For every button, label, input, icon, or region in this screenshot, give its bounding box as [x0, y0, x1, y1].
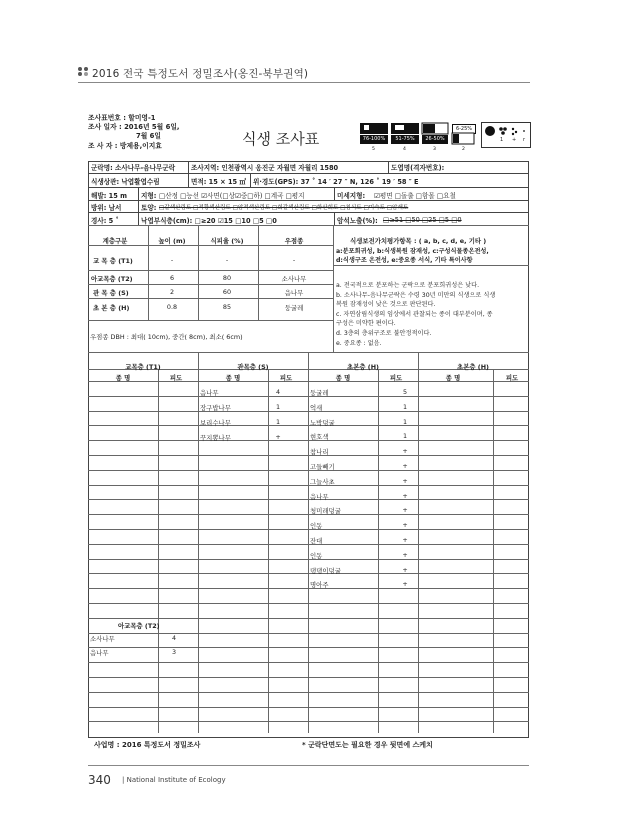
t1-col-cover: 피도 [169, 374, 183, 382]
layer-h-cover: 85 [222, 303, 232, 311]
layer-t2-cover: 80 [222, 274, 232, 282]
layer-header-height: 높이 (m) [158, 237, 186, 245]
herb-7-cover: + [402, 492, 408, 500]
s-col-species: 종 명 [225, 374, 241, 382]
value-note-e: e. 중요종 : 없음. [336, 340, 382, 347]
gps-coordinates: 위·경도(GPS): 37 ˚ 14 ′ 27 ″ N, 126 ˚ 19 ′ 58 ″ E [253, 178, 419, 186]
value-title: 식생보전가치평가항목 : ( a, b, c, d, e, 기타 ) [350, 237, 487, 245]
surveyor: 조 사 자 : 방제용,이지효 [88, 142, 162, 150]
value-note-b1: b. 소사나무-음나무군락은 수령 30년 미만의 식생으로 식생 [336, 292, 496, 299]
subtree-0-cover: 4 [171, 634, 177, 642]
herb-5-name: 고들빼기 [310, 463, 335, 471]
community-name: 군락명: 소사나무-음나무군락 [91, 164, 176, 172]
info-row-community [88, 161, 529, 173]
subtree-0-name: 소사나무 [90, 635, 115, 643]
info-row-physiognomy [88, 173, 529, 188]
herb-7-name: 음나무 [310, 493, 329, 501]
layer-t2-height: 6 [169, 274, 175, 282]
shrub-1-name: 장구밥나무 [200, 404, 231, 412]
terrain-label: 지형: [141, 191, 157, 200]
h2-col-species: 종 명 [445, 374, 461, 382]
s-col-cover: 피도 [279, 374, 293, 382]
layer-s-cover: 60 [222, 288, 232, 296]
herb-4-cover: + [402, 447, 408, 455]
survey-date-line2: 7월 6일 [136, 132, 161, 140]
herb-2-name: 노박덩굴 [310, 419, 335, 427]
subtree-1-cover: 3 [171, 648, 177, 656]
survey-location: 조사지역: 인천광역시 옹진군 자월면 자월리 1580 [191, 164, 339, 172]
shrub-3-cover: + [275, 433, 281, 441]
herb-1-cover: 1 [402, 403, 408, 411]
cover-class-5: 76-100% [360, 135, 388, 144]
sociability-dots-icon [482, 124, 530, 138]
herb-0-name: 둥굴레 [310, 389, 329, 397]
layer-header-h2: 초본층 (H) [457, 363, 489, 371]
s-divider [268, 369, 269, 733]
dominant-dbh [90, 332, 243, 341]
microterrain-label: 미세지형: [337, 191, 366, 200]
value-note-c1: c. 자연삼림식생의 임상에서 관찰되는 종이 대부분이며, 종 [336, 311, 493, 318]
layer-row-h: 초 본 층 (H) [93, 304, 130, 312]
project-name: 사업명 : 2016 특정도서 정밀조사 [94, 741, 201, 749]
h2-col-cover: 피도 [505, 374, 519, 382]
rock-label: 암석노출(%): [337, 216, 378, 225]
value-note-b2: 복원 잠재성이 낮은 것으로 판단된다. [336, 301, 436, 308]
subtree-layer-header: 아교목층 (T2) [118, 622, 160, 630]
herb-9-cover: + [402, 521, 408, 529]
shrub-3-name: 꾸지뽕나무 [200, 434, 231, 442]
cover-class-3: 26-50% [422, 135, 448, 144]
herb-11-name: 인동 [310, 552, 323, 560]
herb-5-cover: + [402, 462, 408, 470]
layer-t1-cover: - [225, 256, 229, 264]
sketch-note: * 군락단면도는 필요한 경우 뒷면에 스케치 [302, 741, 433, 749]
map-number: 도엽명(격자번호): [391, 164, 445, 172]
subtree-1-name: 음나무 [90, 649, 109, 657]
value-legend-1: a:분포희귀성, b:식생복원 잠재성, c:구성식물종온전성, [336, 248, 489, 255]
layer-header-t1: 교목층 (T1) [125, 363, 161, 371]
t1-col-species: 종 명 [115, 374, 131, 382]
layer-t1-height: - [170, 256, 174, 264]
running-header: 2016 전국 특정도서 정밀조사(옹진-북부권역) [92, 68, 309, 80]
dbh-text: 우점종 DBH : 최대( 10cm), 중간( 8cm), 최소( 6cm) [90, 333, 243, 341]
herb-8-cover: + [402, 506, 408, 514]
h1-divider [378, 369, 379, 733]
layer-t2-dominant: 소사나무 [281, 275, 307, 283]
layer-s-dominant: 음나무 [284, 289, 304, 297]
info-row-altitude [88, 187, 529, 201]
layer-h-dominant: 둥굴레 [284, 304, 304, 312]
shrub-0-name: 음나무 [200, 389, 219, 397]
cover-pattern-squares-icon [360, 122, 480, 146]
cover-num-3: 3 [433, 147, 436, 152]
layer-t1-dominant: - [292, 256, 296, 264]
layer-header-name: 계층구분 [102, 237, 128, 245]
shrub-0-cover: 4 [275, 388, 281, 396]
physiognomy: 식생상관: 낙엽활엽수림 [91, 178, 160, 186]
herb-11-cover: + [402, 551, 408, 559]
h1-h2-divider [418, 352, 419, 733]
survey-number: 조사표번호 : 할미영-1 [88, 114, 156, 122]
value-note-d: d. 3층의 층위구조로 불안정적이다. [336, 330, 432, 337]
h2-divider [493, 369, 494, 733]
header-rule [78, 82, 530, 83]
s-h-divider [308, 352, 309, 733]
plot-area: 면적: 15 × 15 ㎡ [191, 178, 247, 186]
herb-3-cover: 1 [402, 432, 408, 440]
value-note-a: a. 전국적으로 분포하는 군락으로 분포희귀성은 낮다. [336, 282, 480, 289]
herb-13-name: 명아주 [310, 581, 329, 589]
herb-2-cover: 1 [402, 418, 408, 426]
herb-4-name: 참나리 [310, 448, 329, 456]
layer-row-t2: 아교목층 (T2) [91, 275, 133, 283]
shrub-2-cover: 1 [275, 418, 281, 426]
sociability-1: 1 [500, 137, 504, 143]
sociability-plus: + [512, 137, 517, 143]
sociability-symbols [481, 122, 531, 148]
t1-s-divider [198, 352, 199, 733]
value-note-c2: 구성은 미약한 편이다. [336, 320, 396, 327]
herb-13-cover: + [402, 580, 408, 588]
cover-class-4: 51-75% [391, 135, 419, 144]
herb-0-cover: 5 [402, 388, 408, 396]
shrub-1-cover: 1 [275, 403, 281, 411]
herb-8-name: 청미래덩굴 [310, 507, 341, 515]
soil-options: □갈색산림토 □적황색산림토 □암적색산림토 □회갈색산림토 □화산회토 □침식토 □미숙토 □암쇄토 [159, 205, 409, 211]
page-number: 340 [88, 773, 111, 787]
herb-12-name: 댕댕이덩굴 [310, 567, 341, 575]
herb-9-name: 인동 [310, 522, 323, 530]
publisher: | National Institute of Ecology [122, 776, 226, 784]
herb-6-cover: + [402, 477, 408, 485]
header-dots-icon [78, 67, 90, 77]
rock-options: □≥51 □50 □25 □5 □0 [383, 215, 462, 224]
survey-date-line1: 조사 일자 : 2016년 5월 6일, [88, 123, 180, 131]
h1-col-species: 종 명 [335, 374, 351, 382]
litter-layer: 낙엽부식층(cm): □≥20 ☑15 □10 □5 □0 [141, 216, 277, 225]
layer-row-t1: 교 목 층 (T1) [93, 257, 133, 265]
layer-header-s: 관목층 (S) [237, 363, 269, 371]
microterrain-options: ☑평면 □돌출 □함몰 □요철 [374, 191, 456, 200]
cover-num-2: 2 [462, 147, 465, 152]
aspect: 방위: 남서 [91, 204, 122, 212]
herb-1-name: 억새 [310, 404, 323, 412]
layer-h-height: 0.8 [166, 303, 178, 311]
footer-rule [88, 765, 529, 766]
herb-10-name: 잔대 [310, 537, 323, 545]
value-legend-2: d:식생구조 온전성, e:중요종 서식, 기타 특이사항 [336, 257, 473, 264]
t1-divider [158, 369, 159, 733]
shrub-2-name: 보리수나무 [200, 419, 231, 427]
layer-row-s: 관 목 층 (S) [93, 289, 129, 297]
altitude: 해발: 15 m [91, 191, 128, 200]
cover-class-2: 6-25% [452, 124, 476, 134]
herb-3-name: 현호색 [310, 433, 329, 441]
cover-num-5: 5 [372, 147, 375, 152]
sociability-r: r [523, 137, 526, 143]
h1-col-cover: 피도 [389, 374, 403, 382]
info-row-slope [88, 212, 529, 226]
layer-s-height: 2 [169, 288, 175, 296]
herb-12-cover: + [402, 566, 408, 574]
terrain-options: □산정 □능선 ☑사면(□상☑중□하) □계곡 □평지 [159, 191, 305, 200]
slope: 경사: 5 ˚ [91, 216, 119, 225]
herb-6-name: 그늘사초 [310, 478, 335, 486]
form-title: 식생 조사표 [242, 130, 320, 148]
layer-header-dominant: 우점종 [284, 237, 304, 245]
layer-header-cover: 식피율 (%) [210, 237, 244, 245]
layer-header-h1: 초본층 (H) [347, 363, 379, 371]
herb-10-cover: + [402, 536, 408, 544]
cover-num-4: 4 [403, 147, 406, 152]
soil-label: 토양: [141, 204, 157, 212]
